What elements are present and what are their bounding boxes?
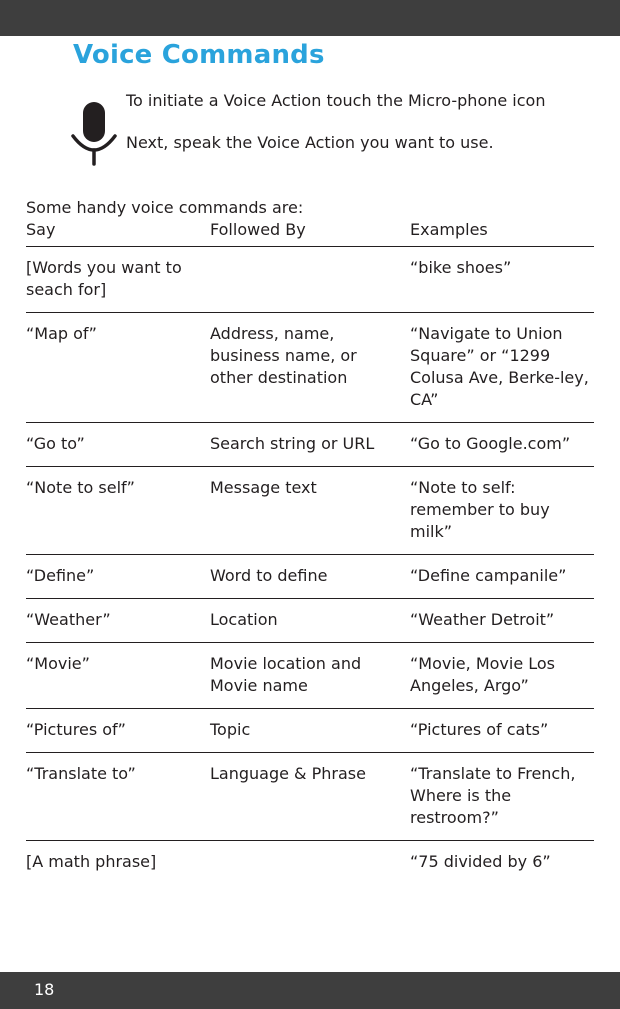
cell-say: “Weather” xyxy=(26,610,111,629)
table-row xyxy=(26,423,594,467)
cell-example: “Movie, Movie Los Angeles, Argo” xyxy=(410,654,556,695)
table-row xyxy=(26,643,594,709)
cell-say: “Pictures of” xyxy=(26,720,126,739)
cell-followed-by xyxy=(210,851,410,873)
table-row xyxy=(26,709,594,753)
cell-example: “Define campanile” xyxy=(410,566,567,585)
table-row xyxy=(26,467,594,555)
table-row xyxy=(26,313,594,423)
voice-commands-table xyxy=(26,219,594,884)
cell-example: “bike shoes” xyxy=(410,258,512,277)
page-title: Voice Commands xyxy=(73,40,325,70)
cell-example: “Navigate to Union Square” or “1299 Colusa Ave, Berke-ley, CA” xyxy=(410,324,589,409)
table-row xyxy=(26,247,594,313)
cell-say: [A math phrase] xyxy=(26,852,157,871)
header-followed-by: Followed By xyxy=(210,220,306,239)
table-row xyxy=(26,599,594,643)
cell-say: “Map of” xyxy=(26,324,97,343)
intro-text xyxy=(126,90,546,154)
cell-followed-by: Address, name, business name, or other destination xyxy=(210,324,357,387)
cell-say: “Note to self” xyxy=(26,478,135,497)
cell-example: “Note to self: remember to buy milk” xyxy=(410,478,550,541)
cell-followed-by: Topic xyxy=(210,720,251,739)
intro-line-2: Next, speak the Voice Action you want to use. xyxy=(126,133,494,152)
table-row xyxy=(26,753,594,841)
bottom-bar xyxy=(0,972,620,1009)
table-row xyxy=(26,555,594,599)
cell-example: “Weather Detroit” xyxy=(410,610,555,629)
header-say: Say xyxy=(26,220,56,239)
table-row xyxy=(26,841,594,884)
cell-example: “Go to Google.com” xyxy=(410,434,571,453)
cell-followed-by: Word to define xyxy=(210,566,328,585)
cell-followed-by: Location xyxy=(210,610,278,629)
cell-followed-by xyxy=(210,257,410,301)
cell-example: “Pictures of cats” xyxy=(410,720,549,739)
cell-say: [Words you want to seach for] xyxy=(26,258,182,299)
intro-line-1: To initiate a Voice Action touch the Micro-phone icon xyxy=(126,91,546,110)
lead-text: Some handy voice commands are: xyxy=(26,198,304,217)
cell-followed-by: Search string or URL xyxy=(210,434,375,453)
cell-say: “Go to” xyxy=(26,434,85,453)
cell-followed-by: Message text xyxy=(210,478,317,497)
cell-say: “Define” xyxy=(26,566,95,585)
cell-example: “75 divided by 6” xyxy=(410,852,551,871)
cell-say: “Movie” xyxy=(26,654,90,673)
microphone-icon xyxy=(70,100,118,166)
top-bar xyxy=(0,0,620,36)
table-header xyxy=(26,219,594,247)
header-examples: Examples xyxy=(410,220,488,239)
cell-followed-by: Movie location and Movie name xyxy=(210,654,362,695)
cell-example: “Translate to French, Where is the restroom?” xyxy=(410,764,576,827)
cell-followed-by: Language & Phrase xyxy=(210,764,366,783)
page-number: 18 xyxy=(34,980,55,999)
cell-say: “Translate to” xyxy=(26,764,136,783)
